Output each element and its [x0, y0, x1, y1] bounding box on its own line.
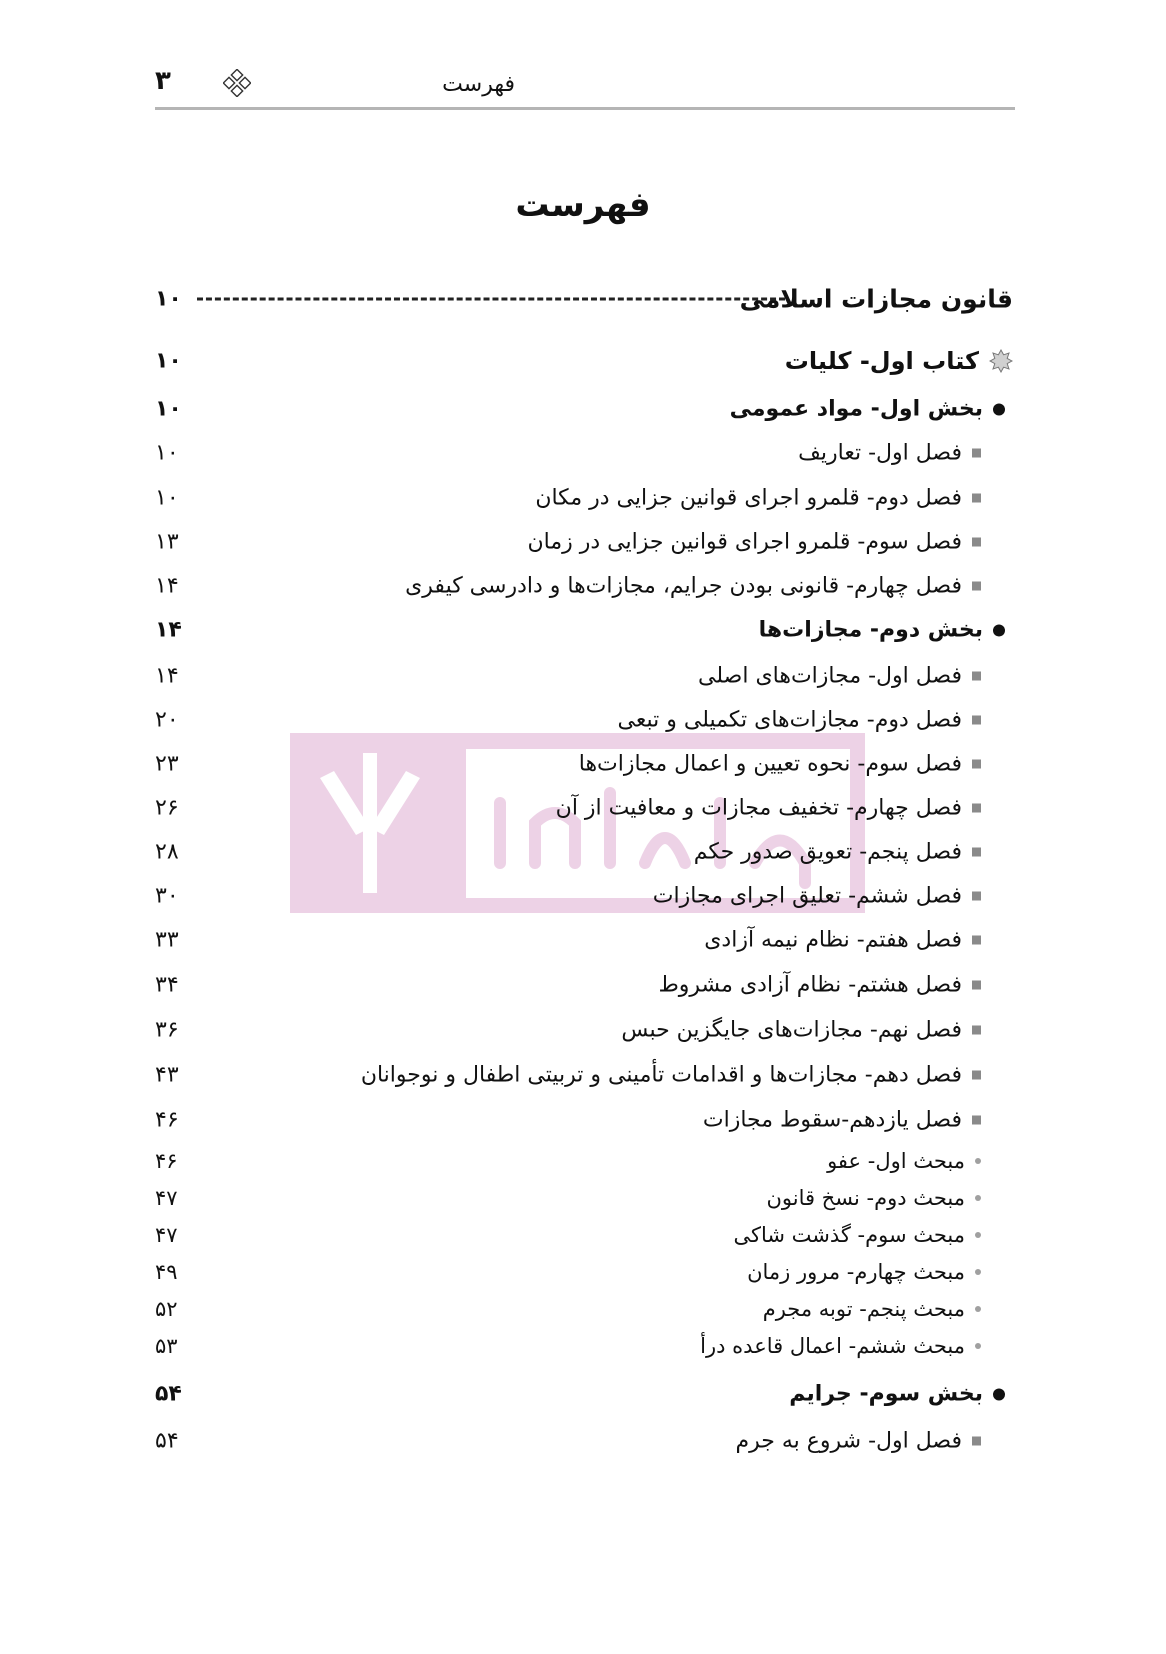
- toc-page-number: ۱۰: [155, 348, 182, 374]
- toc-chapter-entry[interactable]: [155, 478, 1013, 518]
- square-bullet-icon: [972, 1116, 981, 1125]
- header-running-title: فهرست: [442, 72, 515, 97]
- toc-chapter-entry[interactable]: [155, 788, 1013, 828]
- toc-chapter-entry[interactable]: [155, 1010, 1013, 1050]
- toc-page-number: ۲۸: [155, 839, 179, 865]
- toc-part-entry[interactable]: [155, 279, 1013, 319]
- toc-page-number: ۴۶: [155, 1107, 179, 1133]
- toc-page-number: ۴۶: [155, 1149, 178, 1173]
- toc-section-entry[interactable]: [155, 610, 1013, 650]
- toc-chapter-entry[interactable]: [155, 920, 1013, 960]
- toc-page-number: ۳۳: [155, 927, 179, 953]
- disc-bullet-icon: [993, 624, 1005, 636]
- star-badge-icon: [989, 349, 1013, 373]
- toc-entry-text: مبحث اول- عفو: [827, 1149, 965, 1173]
- square-bullet-icon: [972, 672, 981, 681]
- toc-chapter-entry[interactable]: [155, 522, 1013, 562]
- toc-entry-text: مبحث دوم- نسخ قانون: [766, 1186, 965, 1210]
- square-bullet-icon: [972, 848, 981, 857]
- toc-topic-entry[interactable]: [155, 1252, 1013, 1292]
- toc-page-number: ۱۳: [155, 529, 179, 555]
- toc-chapter-entry[interactable]: [155, 832, 1013, 872]
- toc-chapter-entry[interactable]: [155, 876, 1013, 916]
- square-bullet-icon: [972, 760, 981, 769]
- square-bullet-icon: [972, 1437, 981, 1446]
- square-bullet-icon: [972, 538, 981, 547]
- square-bullet-icon: [972, 494, 981, 503]
- toc-page-number: ۳۴: [155, 972, 179, 998]
- toc-entry-text: مبحث سوم- گذشت شاکی: [733, 1223, 965, 1247]
- dot-bullet-icon: [975, 1343, 981, 1349]
- toc-page-number: ۳۶: [155, 1017, 179, 1043]
- toc-entry-text: بخش دوم- مجازات‌ها: [758, 617, 983, 643]
- toc-page-number: ۲۳: [155, 751, 179, 777]
- dot-bullet-icon: [975, 1158, 981, 1164]
- page-title: فهرست: [515, 185, 651, 225]
- toc-page-number: ۵۳: [155, 1334, 178, 1358]
- toc-entry-text: فصل سوم- نحوه تعیین و اعمال مجازات‌ها: [578, 751, 962, 777]
- dot-bullet-icon: [975, 1269, 981, 1275]
- toc-chapter-entry[interactable]: [155, 965, 1013, 1005]
- toc-entry-text: فصل هفتم- نظام نیمه آزادی: [704, 927, 962, 953]
- toc-page-number: ۴۳: [155, 1062, 179, 1088]
- toc-page-number: ۵۴: [155, 1381, 182, 1407]
- toc-page-number: ۲۶: [155, 795, 179, 821]
- square-bullet-icon: [972, 804, 981, 813]
- toc-page-number: ۱۴: [155, 573, 179, 599]
- toc-page-number: ۴۹: [155, 1260, 178, 1284]
- square-bullet-icon: [972, 449, 981, 458]
- square-bullet-icon: [972, 716, 981, 725]
- toc-page-number: ۱۰: [155, 396, 182, 422]
- toc-entry-text: بخش سوم- جرایم: [789, 1381, 983, 1407]
- toc-page-number: ۳۰: [155, 883, 179, 909]
- disc-bullet-icon: [993, 403, 1005, 415]
- toc-page-number: ۵۴: [155, 1428, 179, 1454]
- toc-chapter-entry[interactable]: [155, 744, 1013, 784]
- dot-bullet-icon: [975, 1232, 981, 1238]
- toc-topic-entry[interactable]: [155, 1178, 1013, 1218]
- toc-entry-text: فصل دوم- مجازات‌های تکمیلی و تبعی: [617, 707, 962, 733]
- square-bullet-icon: [972, 892, 981, 901]
- toc-entry-text: فصل اول- شروع به جرم: [735, 1428, 962, 1454]
- dashed-leader: [197, 298, 785, 301]
- toc-entry-text: فصل چهارم- تخفیف مجازات و معافیت از آن: [555, 795, 962, 821]
- toc-entry-text: فصل اول- تعاریف: [798, 440, 962, 466]
- toc-entry-label-group: [785, 347, 1013, 375]
- square-bullet-icon: [972, 981, 981, 990]
- toc-page-number: ۲۰: [155, 707, 179, 733]
- header-page-number: ۳: [155, 66, 171, 96]
- toc-page-number: ۱۰: [155, 286, 182, 312]
- toc-chapter-entry[interactable]: [155, 656, 1013, 696]
- toc-entry-text: فصل پنجم- تعویق صدور حکم: [693, 839, 962, 865]
- toc-entry-label: قانون مجازات اسلامی: [739, 284, 1013, 314]
- toc-page-number: ۱۰: [155, 485, 179, 511]
- toc-topic-entry[interactable]: [155, 1326, 1013, 1366]
- toc-topic-entry[interactable]: [155, 1141, 1013, 1181]
- toc-page-number: ۴۷: [155, 1223, 178, 1247]
- toc-entry-text: فصل اول- مجازات‌های اصلی: [698, 663, 962, 689]
- toc-page-number: ۴۷: [155, 1186, 178, 1210]
- toc-entry-text: فصل دوم- قلمرو اجرای قوانین جزایی در مکان: [535, 485, 962, 511]
- dot-bullet-icon: [975, 1195, 981, 1201]
- square-bullet-icon: [972, 1026, 981, 1035]
- toc-chapter-entry[interactable]: [155, 700, 1013, 740]
- header-rule: [155, 107, 1015, 110]
- toc-chapter-entry[interactable]: [155, 1100, 1013, 1140]
- toc-entry-text: فصل دهم- مجازات‌ها و اقدامات تأمینی و تربیتی اطفال و نوجوانان: [360, 1062, 962, 1088]
- square-bullet-icon: [972, 1071, 981, 1080]
- toc-chapter-entry[interactable]: [155, 1055, 1013, 1095]
- diamond-ornament-icon: [223, 69, 251, 97]
- toc-entry-text: فصل هشتم- نظام آزادی مشروط: [658, 972, 962, 998]
- toc-entry-text: مبحث ششم- اعمال قاعده درأ: [700, 1334, 965, 1358]
- toc-section-entry[interactable]: [155, 1374, 1013, 1414]
- running-header: [155, 60, 1015, 110]
- disc-bullet-icon: [993, 1388, 1005, 1400]
- toc-page-number: ۵۲: [155, 1297, 178, 1321]
- toc-page-number: ۱۴: [155, 617, 182, 643]
- toc-section-entry[interactable]: [155, 389, 1013, 429]
- toc-topic-entry[interactable]: [155, 1215, 1013, 1255]
- toc-entry-text: فصل ششم- تعلیق اجرای مجازات: [652, 883, 962, 909]
- toc-entry-text: فصل چهارم- قانونی بودن جرایم، مجازات‌ها و دادرسی کیفری: [405, 573, 962, 599]
- toc-page-number: ۱۴: [155, 663, 179, 689]
- toc-entry-text: فصل سوم- قلمرو اجرای قوانین جزایی در زمان: [527, 529, 962, 555]
- toc-chapter-entry[interactable]: [155, 566, 1013, 606]
- toc-entry-text: فصل نهم- مجازات‌های جایگزین حبس: [621, 1017, 962, 1043]
- toc-entry-text: مبحث پنجم- توبه مجرم: [762, 1297, 965, 1321]
- toc-entry-text: مبحث چهارم- مرور زمان: [747, 1260, 965, 1284]
- dot-bullet-icon: [975, 1306, 981, 1312]
- toc-chapter-entry[interactable]: [155, 433, 1013, 473]
- toc-entry-text: بخش اول- مواد عمومی: [729, 396, 983, 422]
- square-bullet-icon: [972, 936, 981, 945]
- square-bullet-icon: [972, 582, 981, 591]
- toc-entry-text: فصل یازدهم-سقوط مجازات: [702, 1107, 962, 1133]
- toc-page-number: ۱۰: [155, 440, 179, 466]
- toc-book-entry[interactable]: [155, 341, 1013, 381]
- toc-entry-text: کتاب اول- کلیات: [784, 347, 979, 375]
- toc-topic-entry[interactable]: [155, 1289, 1013, 1329]
- toc-chapter-entry[interactable]: [155, 1421, 1013, 1461]
